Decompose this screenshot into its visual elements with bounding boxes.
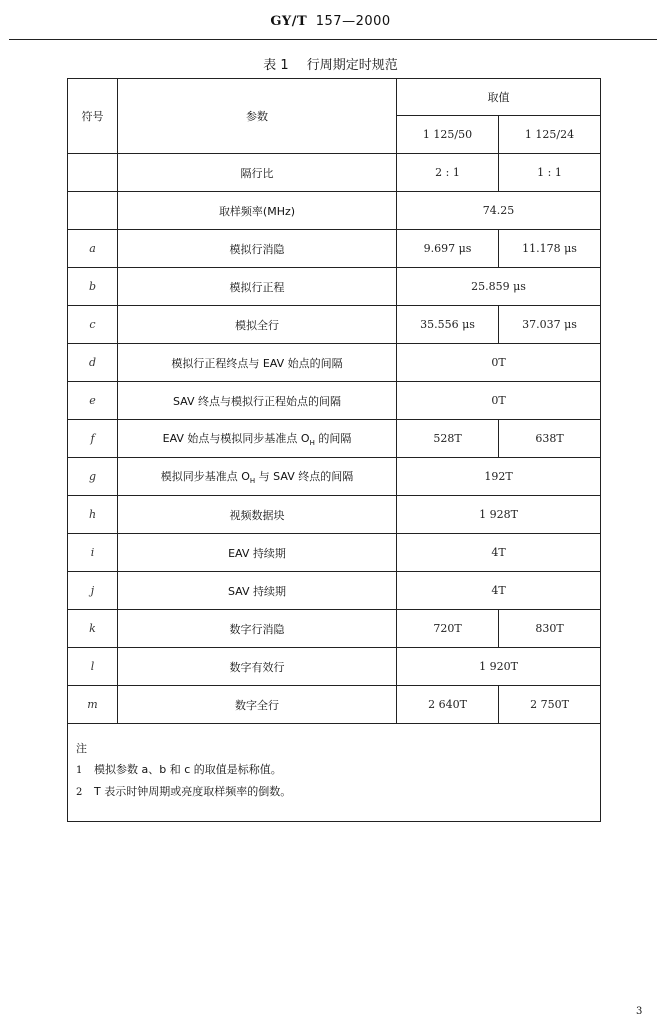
row-param (118, 458, 397, 496)
note-item (76, 781, 600, 803)
table-caption (0, 54, 661, 73)
row-param: 数字有效行 (118, 648, 397, 686)
row-param-subscript: H (249, 477, 256, 486)
row-param-tail: 与 SAV 终点的间隔 (255, 469, 354, 483)
row-symbol (68, 154, 118, 192)
row-value-2: 1 : 1 (499, 154, 601, 192)
row-value-1: 35.556 μs (397, 306, 499, 344)
row-param: SAV 持续期 (118, 572, 397, 610)
note-number: 2 (76, 787, 83, 798)
row-value-1: 9.697 μs (397, 230, 499, 268)
row-param: 隔行比 (118, 154, 397, 192)
row-value-2: 830T (499, 610, 601, 648)
row-symbol: f (68, 420, 118, 458)
row-value-2: 11.178 μs (499, 230, 601, 268)
row-value: 0T (397, 344, 601, 382)
table-row (68, 192, 601, 230)
table-row (68, 420, 601, 458)
row-param: 模拟行消隐 (118, 230, 397, 268)
row-symbol (68, 192, 118, 230)
page-number: 3 (636, 1006, 643, 1017)
note-text: 模拟参数 a、b 和 c 的取值是标称值。 (94, 763, 282, 776)
table-row (68, 230, 601, 268)
row-value: 25.859 μs (397, 268, 601, 306)
row-value-1: 2 640T (397, 686, 499, 724)
table-row (68, 344, 601, 382)
page-header (0, 14, 661, 29)
header-value: 取值 (397, 79, 601, 116)
row-value-1: 528T (397, 420, 499, 458)
row-param: 模拟行正程 (118, 268, 397, 306)
row-value: 4T (397, 534, 601, 572)
standard-number: 157—2000 (315, 14, 391, 29)
table-row (68, 648, 601, 686)
table-row (68, 306, 601, 344)
header-format-1125-50: 1 125/50 (397, 116, 499, 154)
header-rule (9, 39, 657, 40)
header-symbol: 符号 (68, 79, 118, 154)
table-number: 表 1 (263, 58, 289, 73)
row-param: 数字全行 (118, 686, 397, 724)
row-value-2: 37.037 μs (499, 306, 601, 344)
table-row (68, 458, 601, 496)
row-value-2: 638T (499, 420, 601, 458)
row-value: 0T (397, 382, 601, 420)
row-param: 模拟全行 (118, 306, 397, 344)
table-row (68, 686, 601, 724)
row-param-tail: 的间隔 (314, 431, 352, 445)
row-symbol: d (68, 344, 118, 382)
row-value-1: 2 : 1 (397, 154, 499, 192)
row-param: 数字行消隐 (118, 610, 397, 648)
table-row (68, 572, 601, 610)
row-param-text: EAV 始点与模拟同步基准点 O (162, 431, 310, 445)
row-value: 74.25 (397, 192, 601, 230)
table-title: 行周期定时规范 (306, 58, 398, 73)
notes (68, 724, 601, 822)
row-symbol: k (68, 610, 118, 648)
row-symbol: i (68, 534, 118, 572)
row-value-2: 2 750T (499, 686, 601, 724)
table-row (68, 382, 601, 420)
row-param: 视频数据块 (118, 496, 397, 534)
table-row (68, 154, 601, 192)
row-symbol: a (68, 230, 118, 268)
header-format-1125-24: 1 125/24 (499, 116, 601, 154)
table-row (68, 534, 601, 572)
row-symbol: h (68, 496, 118, 534)
standard-code: GY/T (270, 14, 308, 29)
row-symbol: b (68, 268, 118, 306)
row-param-subscript: H (309, 439, 315, 448)
row-symbol: l (68, 648, 118, 686)
table-row (68, 610, 601, 648)
note-item (76, 759, 600, 781)
row-param: EAV 持续期 (118, 534, 397, 572)
table-row (68, 268, 601, 306)
notes-row (68, 724, 601, 822)
row-symbol: e (68, 382, 118, 420)
header-param: 参数 (118, 79, 397, 154)
note-text: T 表示时钟周期或亮度取样频率的倒数。 (94, 785, 292, 798)
row-value: 1 920T (397, 648, 601, 686)
note-number: 1 (76, 765, 83, 776)
notes-title: 注 (76, 742, 87, 755)
row-value-1: 720T (397, 610, 499, 648)
row-param: 取样频率(MHz) (118, 192, 397, 230)
row-symbol: c (68, 306, 118, 344)
row-symbol: j (68, 572, 118, 610)
row-symbol: m (68, 686, 118, 724)
row-param: 模拟行正程终点与 EAV 始点的间隔 (118, 344, 397, 382)
row-param: SAV 终点与模拟行正程始点的间隔 (118, 382, 397, 420)
row-symbol: g (68, 458, 118, 496)
row-value: 192T (397, 458, 601, 496)
row-param (118, 420, 397, 458)
row-value: 4T (397, 572, 601, 610)
table-row (68, 496, 601, 534)
row-param-text: 模拟同步基准点 O (160, 469, 250, 483)
row-value: 1 928T (397, 496, 601, 534)
timing-spec-table (67, 78, 601, 822)
